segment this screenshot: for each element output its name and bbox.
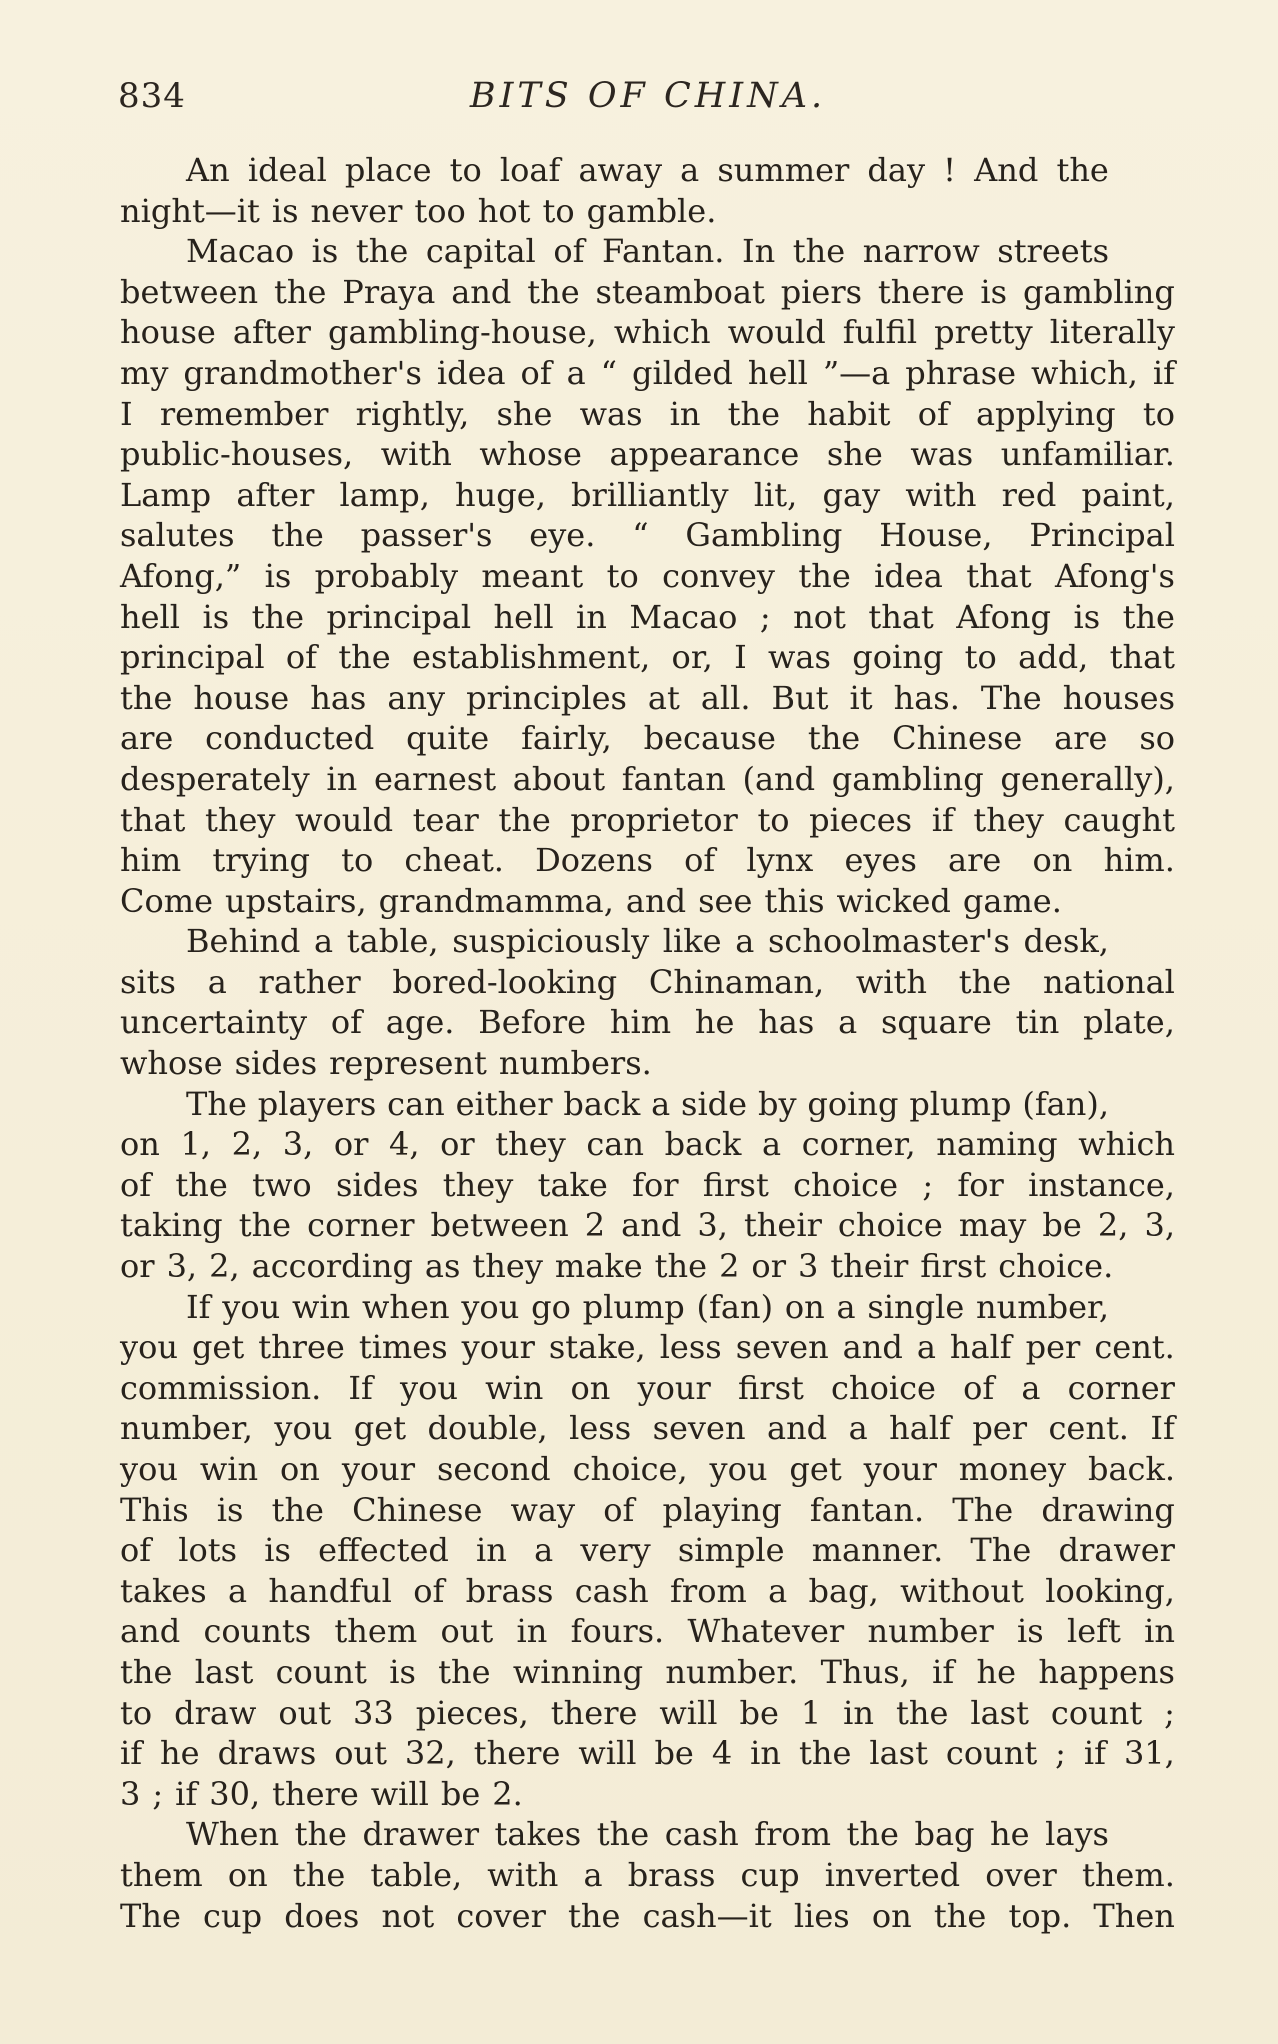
text-line: I remember rightly, she was in the habit of applying to <box>120 394 1175 433</box>
text-line: hell is the principal hell in Macao ; not that Afong is the <box>120 597 1175 636</box>
text-line: number, you get double, less seven and a half per cent. If <box>120 1409 1175 1448</box>
text-line: them on the table, with a brass cup inverted over them. <box>120 1855 1175 1894</box>
page-number: 834 <box>118 76 186 116</box>
text-line: Come upstairs, grandmamma, and see this wicked game. <box>120 881 1062 920</box>
text-line: Afong,” is probably meant to convey the idea that Afong's <box>120 556 1175 595</box>
text-line: him trying to cheat. Dozens of lynx eyes are on him. <box>120 841 1175 880</box>
text-line: 3 ; if 30, there will be 2. <box>120 1774 523 1813</box>
text-line: you win on your second choice, you get your money back. <box>120 1450 1175 1488</box>
text-line: house after gambling-house, which would fulfil pretty literally <box>120 313 1175 352</box>
text-line: takes a handful of brass cash from a bag, without looking, <box>120 1571 1175 1610</box>
text-line: This is the Chinese way of playing fantan. The drawing <box>120 1490 1175 1529</box>
text-line: Lamp after lamp, huge, brilliantly lit, gay with red paint, <box>120 475 1175 514</box>
text-line: if he draws out 32, there will be 4 in the last count ; if 31, <box>120 1734 1175 1773</box>
text-line: and counts them out in fours. Whatever number is left in <box>120 1612 1175 1651</box>
text-line: uncertainty of age. Before him he has a square tin plate, <box>120 1003 1175 1042</box>
text-line: are conducted quite fairly, because the Chinese are so <box>120 719 1175 758</box>
text-line: or 3, 2, according as they make the 2 or 3 their first choice. <box>120 1247 1114 1286</box>
text-line: public-houses, with whose appearance she was unfamiliar. <box>120 435 1175 474</box>
text-line: salutes the passer's eye. “ Gambling House, Principal <box>120 516 1175 555</box>
text-line: Behind a table, suspiciously like a schoolmaster's desk, <box>186 922 1109 961</box>
text-line: of lots is effected in a very simple manner. The drawer <box>120 1531 1175 1570</box>
text-line: If you win when you go plump (fan) on a single number, <box>186 1287 1109 1326</box>
text-line: sits a rather bored-looking Chinaman, with the national <box>120 962 1175 1001</box>
text-line: the house has any principles at all. But it has. The houses <box>120 678 1175 717</box>
text-line: you get three times your stake, less seven and a half per cent. <box>120 1328 1175 1367</box>
text-line: taking the corner between 2 and 3, their choice may be 2, 3, <box>120 1206 1175 1245</box>
text-line: of the two sides they take for first choice ; for instance, <box>120 1165 1175 1204</box>
running-head <box>118 76 1178 126</box>
text-line: commission. If you win on your first choice of a corner <box>120 1368 1175 1407</box>
text-line: principal of the establishment, or, I was going to add, that <box>120 638 1175 677</box>
text-line: night—it is never too hot to gamble. <box>120 191 717 230</box>
text-line: to draw out 33 pieces, there will be 1 in the last count ; <box>120 1693 1175 1732</box>
text-line: Macao is the capital of Fantan. In the narrow streets <box>186 232 1109 271</box>
text-line: between the Praya and the steamboat piers there is gambling <box>120 272 1175 311</box>
running-title: BITS OF CHINA. <box>469 76 827 116</box>
text-line: An ideal place to loaf away a summer day ! And the <box>186 151 1109 189</box>
body-text <box>120 150 1175 1936</box>
text-line: The cup does not cover the cash—it lies on the top. Then <box>120 1896 1175 1935</box>
text-line: whose sides represent numbers. <box>120 1044 652 1083</box>
text-line: The players can either back a side by going plump (fan), <box>186 1084 1109 1123</box>
text-line: my grandmother's idea of a “ gilded hell ”—a phrase which, if <box>120 353 1175 392</box>
text-line: on 1, 2, 3, or 4, or they can back a corner, naming which <box>120 1125 1175 1164</box>
text-line: that they would tear the proprietor to pieces if they caught <box>120 800 1175 839</box>
text-line: desperately in earnest about fantan (and gambling generally), <box>120 759 1175 798</box>
text-line: the last count is the winning number. Thus, if he happens <box>120 1652 1175 1691</box>
text-line: When the drawer takes the cash from the bag he lays <box>186 1815 1109 1854</box>
